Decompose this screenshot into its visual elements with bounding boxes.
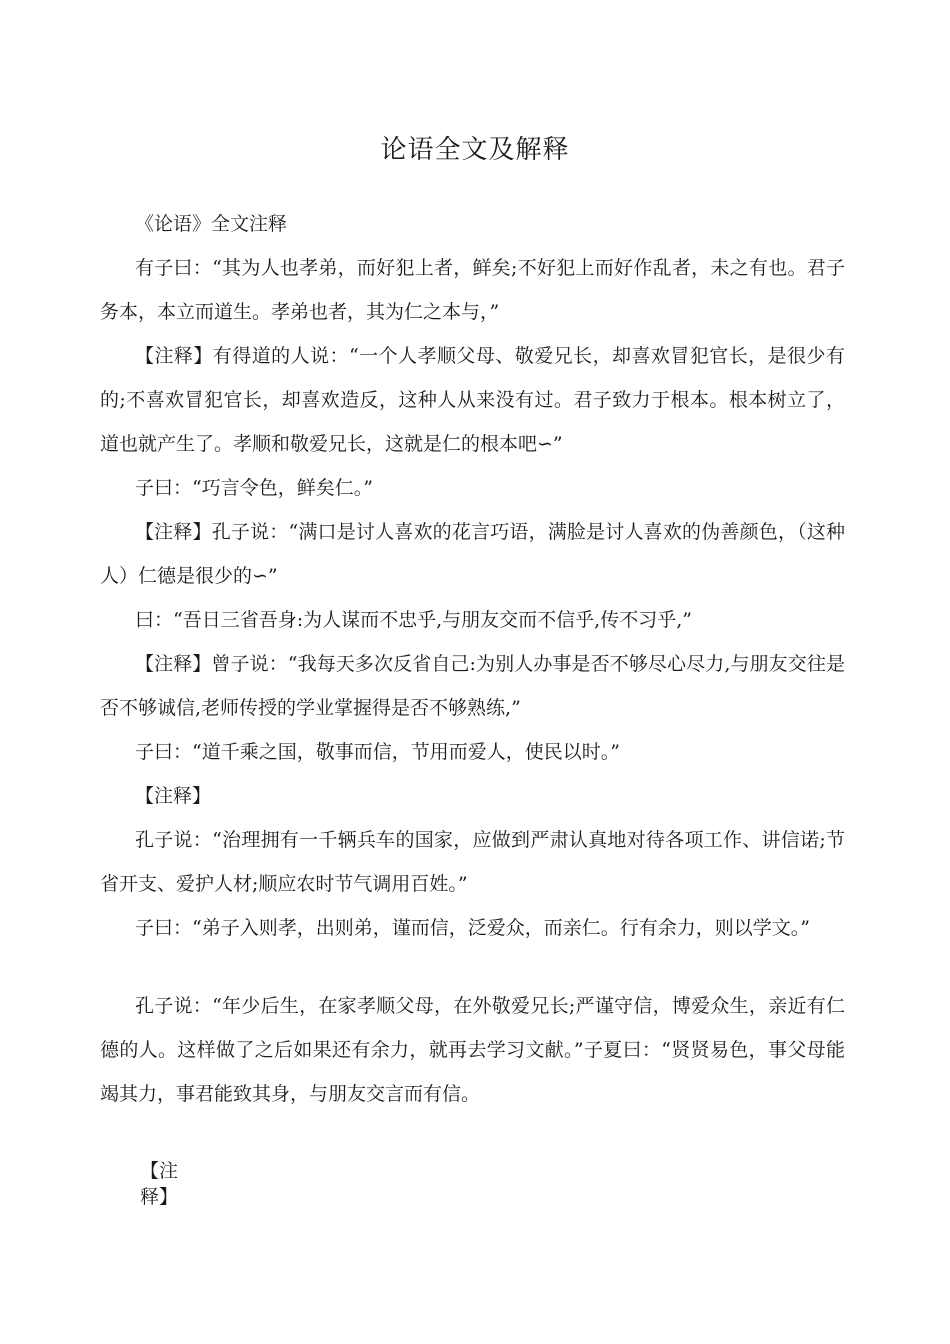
paragraph-5: 曰：“吾日三省吾身:为人谋而不忠乎,与朋友交而不信乎,传不习乎,”	[135, 609, 692, 631]
paragraph-1: 有子曰：“其为人也孝弟，而好犯上者，鲜矣;不好犯上而好作乱者，未之有也。君子务本，本立而道生。孝弟也者，其为仁之本与，”	[100, 257, 845, 323]
paragraph-7: 子曰：“道千乘之国，敬事而信，节用而爱人，使民以时。”	[135, 741, 620, 763]
paragraph-6: 【注释】曾子说：“我每天多次反省自己:为别人办事是否不够尽心尽力,与朋友交往是否不够诚信,老师传授的学业掌握得是否不够熟练,”	[100, 653, 845, 719]
page-title: 论语全文及解释	[380, 135, 570, 165]
paragraph-11: 孔子说：“年少后生，在家孝顺父母，在外敬爱兄长;严谨守信，博爱众生，亲近有仁德的人。这样做了之后如果还有余力，就再去学习文献。”子夏曰：“贤贤易色，事父母能竭其力，事君能致其身，与朋友交言而有信。	[100, 995, 845, 1105]
paragraph-3: 子曰：“巧言令色，鲜矣仁。”	[135, 477, 373, 499]
paragraph-9: 孔子说：“治理拥有一千辆兵车的国家，应做到严肃认真地对待各项工作、讲信诺;节省开支、爱护人材;顺应农时节气调用百姓。”	[100, 829, 845, 895]
paragraph-10: 子曰：“弟子入则孝，出则弟，谨而信，泛爱众，而亲仁。行有余力，则以学文。”	[135, 917, 810, 939]
trailing-note: 【注释】	[140, 1160, 179, 1208]
paragraph-8: 【注释】	[135, 785, 212, 807]
paragraph-2: 【注释】有得道的人说：“一个人孝顺父母、敬爱兄长，却喜欢冒犯官长，是很少有的;不喜欢冒犯官长，却喜欢造反，这种人从来没有过。君子致力于根本。根本树立了，道也就产生了。孝顺和敬爱兄长，这就是仁的根本吧∽”	[100, 345, 845, 455]
paragraph-4: 【注释】孔子说：“满口是讨人喜欢的花言巧语，满脸是讨人喜欢的伪善颜色，（这种人）仁德是很少的∽”	[100, 521, 845, 587]
subtitle: 《论语》全文注释	[135, 213, 288, 235]
